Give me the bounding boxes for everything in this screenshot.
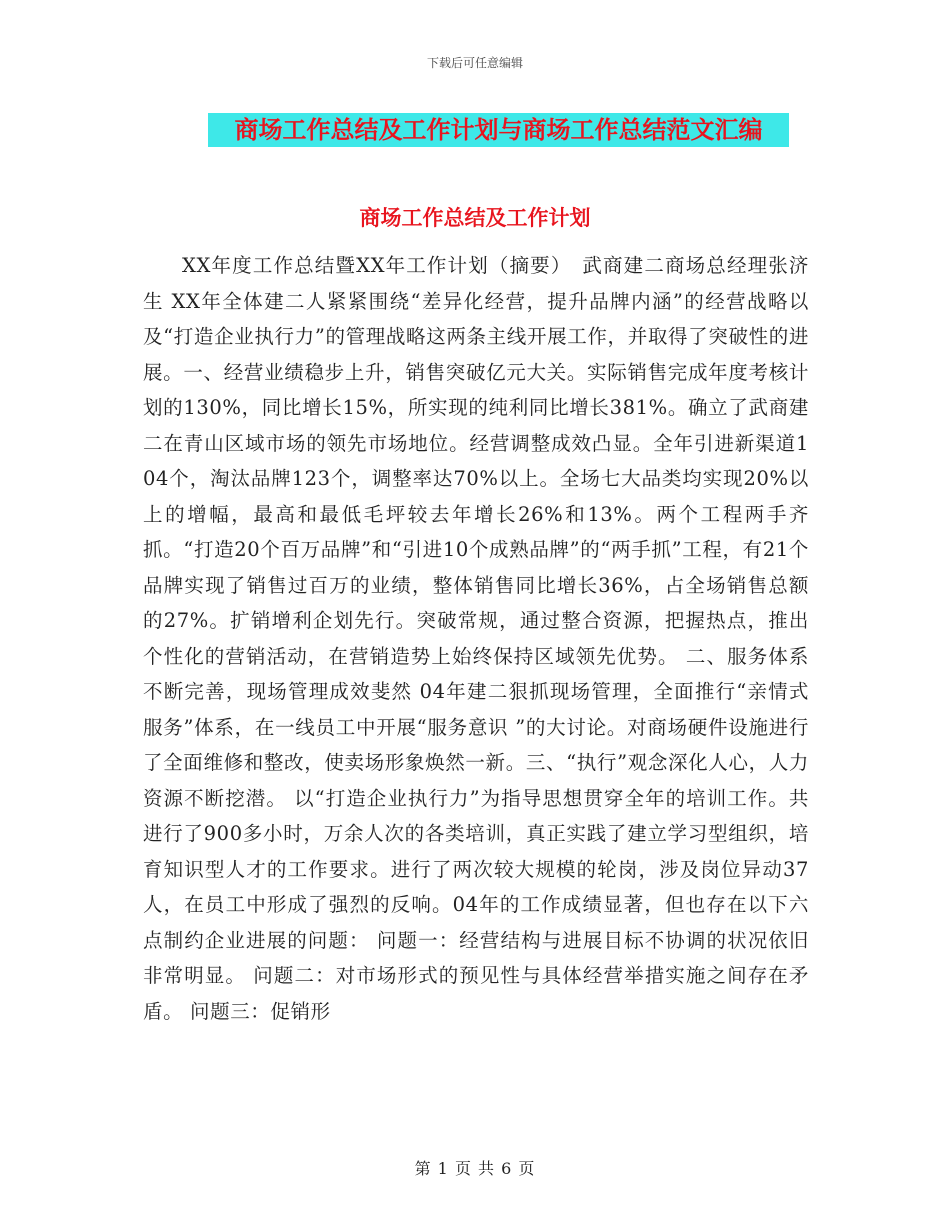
page-number-footer: 第 1 页 共 6 页 [414, 1159, 536, 1178]
document-title: 商场工作总结及工作计划与商场工作总结范文汇编 [208, 113, 789, 147]
section-title: 商场工作总结及工作计划 [359, 206, 591, 230]
page-header-note: 下载后可任意编辑 [426, 56, 523, 70]
body-paragraph: XX年度工作总结暨XX年工作计划（摘要） 武商建二商场总经理张济生 XX年全体建二人紧紧围绕“差异化经营，提升品牌内涵”的经营战略以及“打造企业执行力”的管理战略这两条主线开展工作，并取得了突破性的进展。一、经营业绩稳步上升，销售突破亿元大关。实际销售完成年度考核计划的130%，同比增长15%，所实现的纯利同比增长381%。确立了武商建二在青山区域市场的领先市场地位。经营调整成效凸显。全年引进新渠道104个，淘汰品牌123个，调整率达70%以上。全场七大品类均实现20%以上的增幅，最高和最低毛坪较去年增长26%和13%。两个工程两手齐抓。“打造20个百万品牌”和“引进10个成熟品牌”的“两手抓”工程，有21个品牌实现了销售过百万的业绩，整体销售同比增长36%，占全场销售总额的27%。扩销增利企划先行。突破常规，通过整合资源，把握热点，推出个性化的营销活动，在营销造势上始终保持区域领先优势。 二、服务体系不断完善，现场管理成效斐然 04年建二狠抓现场管理，全面推行“亲情式服务”体系，在一线员工中开展“服务意识 ”的大讨论。对商场硬件设施进行了全面维修和整改，使卖场形象焕然一新。三、“执行”观念深化人心，人力资源不断挖潜。 以“打造企业执行力”为指导思想贯穿全年的培训工作。共进行了900多小时，万余人次的各类培训，真正实践了建立学习型组织，培育知识型人才的工作要求。进行了两次较大规模的轮岗，涉及岗位异动37人，在员工中形成了强烈的反响。04年的工作成绩显著，但也存在以下六点制约企业进展的问题： 问题一：经营结构与进展目标不协调的状况依旧非常明显。 问题二：对市场形式的预见性与具体经营举措实施之间存在矛盾。 问题三：促销形 [143, 254, 809, 1023]
